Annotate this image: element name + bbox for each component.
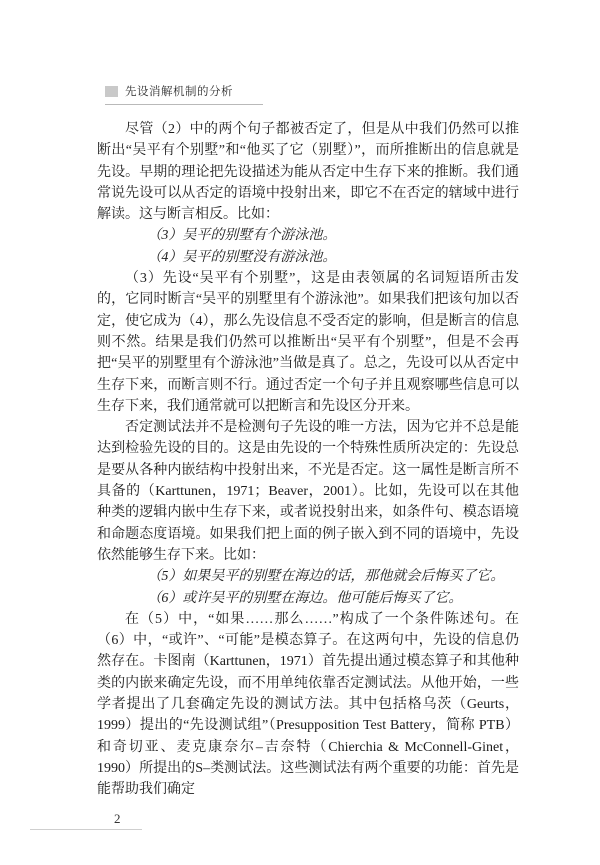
body-paragraph: 否定测试法并不是检测句子先设的唯一方法，因为它并不总是能达到检验先设的目的。这是由先设的一个特殊性质所决定的：先设总是要从各种内嵌结构中投射出来，不光是否定。这一属性是断言所不具备的（Karttunen，1971；Beaver，2001）。比如，先设可以在其他种类的逻辑内嵌中生存下来，或者说投射出来，如条件句、模态语境和命题态度语境。如果我们把上面的例子嵌入到不同的语境中，先设依然能够生存下来。比如： <box>97 420 519 563</box>
example-line: （5）如果吴平的别墅在海边的话，那他就会后悔买了它。 <box>147 569 505 585</box>
body-paragraph: 尽管（2）中的两个句子都被否定了，但是从中我们仍然可以推断出“吴平有个别墅”和“他买了它（别墅）”，而所推断出的信息就是先设。早期的理论把先设描述为能从否定中生存下来的推断。我们通常说先设可以从否定的语境中投射出来，即它不在否定的辖域中进行解读。这与断言相反。比如： <box>97 122 519 223</box>
section-marker-icon <box>105 86 118 97</box>
footer-rule <box>30 829 142 830</box>
example-line: （4）吴平的别墅没有游泳池。 <box>147 249 337 265</box>
running-header <box>105 83 263 105</box>
page-number: 2 <box>114 811 121 826</box>
body-paragraph: （3）先设“吴平有个别墅”，这是由表领属的名词短语所击发的，它同时断言“吴平的别墅里有个游泳池”。如果我们把该句加以否定，使它成为（4），那么先设信息不受否定的影响，但是断言的信息则不然。结果是我们仍然可以推断出“吴平有个别墅”，但是不会再把“吴平的别墅里有个游泳池”当做是真了。总之，先设可以从否定中生存下来，而断言则不行。通过否定一个句子并且观察哪些信息可以生存下来，我们通常就可以把断言和先设区分开来。 <box>97 271 519 414</box>
example-line: （3）吴平的别墅有个游泳池。 <box>147 228 337 244</box>
body-paragraph: 在（5）中，“如果……那么……”构成了一个条件陈述句。在（6）中，“或许”、“可能”是模态算子。在这两句中，先设的信息仍然存在。卡图南（Karttunen，1971）首先提出通过模态算子和其他种类的内嵌来确定先设，而不用单纯依靠否定测试法。从他开始，一些学者提出了几套确定先设的测试方法。其中包括格乌茨（Geurts，1999）提出的“先设测试组”（Presupposition Test Battery，简称 PTB）和奇切亚、麦克康奈尔–吉奈特（Chierchia & McConnell-Ginet，1990）所提出的S–类测试法。这些测试法有两个重要的功能：首先是能帮助我们确定 <box>97 611 519 798</box>
body-text <box>97 119 519 801</box>
example-line: （6）或许吴平的别墅在海边。他可能后悔买了它。 <box>147 590 463 606</box>
running-header-title: 先设消解机制的分析 <box>125 86 233 98</box>
